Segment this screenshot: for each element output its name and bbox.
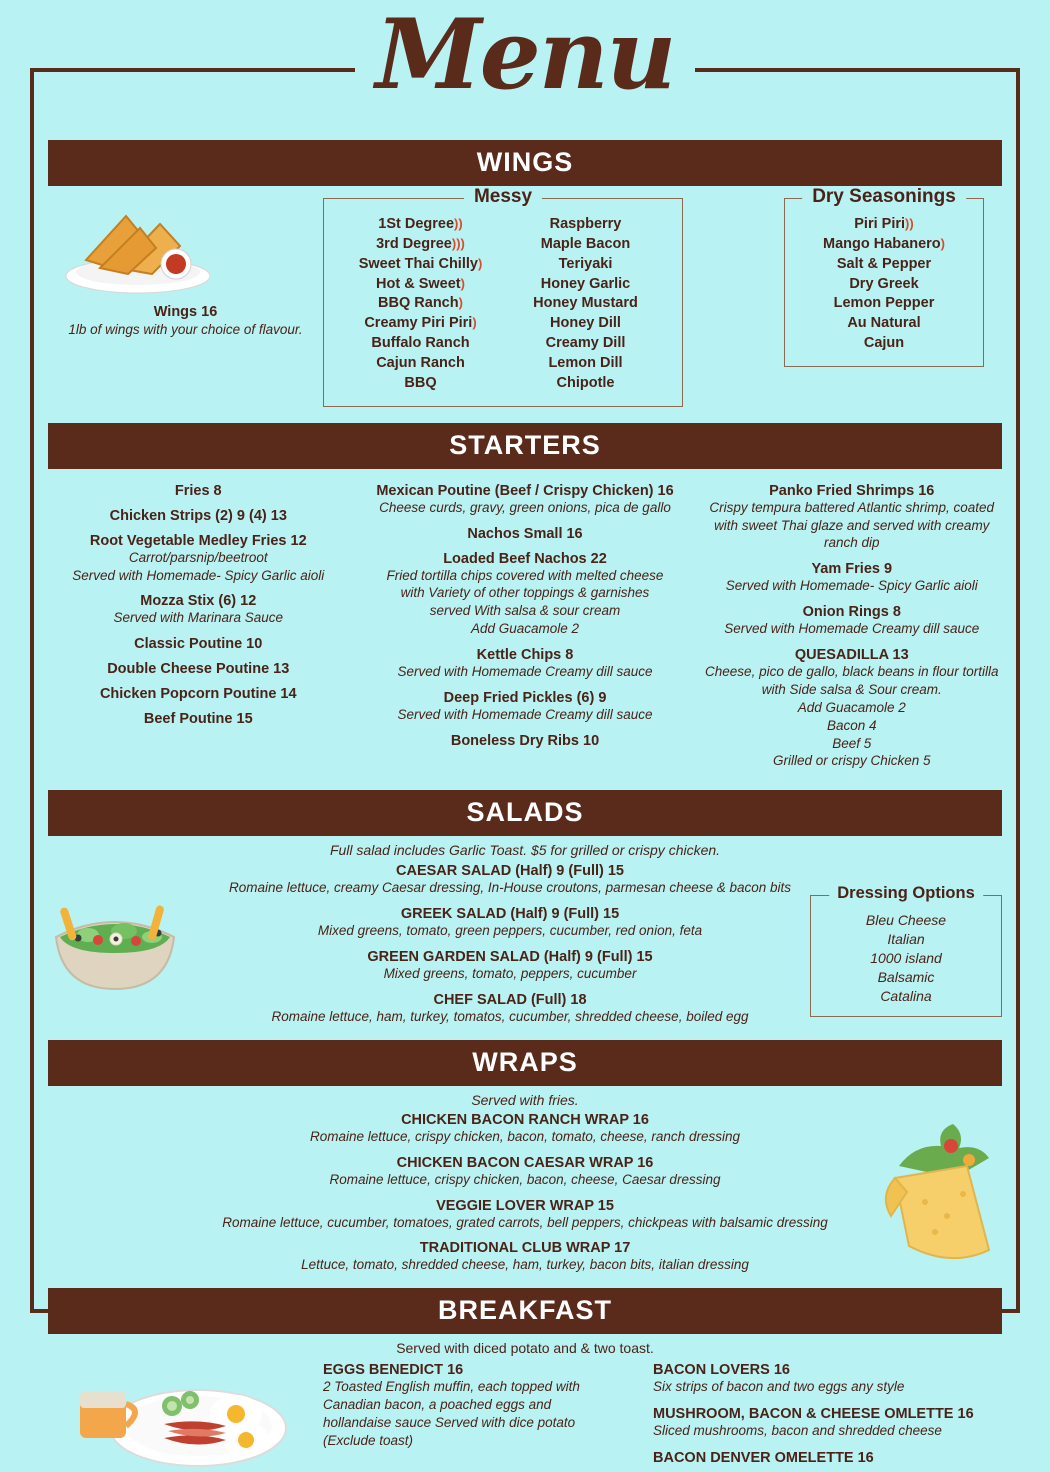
dry-seasoning-item: Piri Piri)) xyxy=(854,216,914,232)
item-description: Sliced mushrooms, bacon and shredded cheese xyxy=(653,1423,942,1439)
dressing-options-list xyxy=(821,911,991,1005)
item-description: 2 Toasted English muffin, each topped with xyxy=(323,1379,580,1395)
menu-item-name: Mexican Poutine (Beef / Crispy Chicken) 16 xyxy=(376,482,674,499)
salads-note: Full salad includes Garlic Toast. $5 for grilled or crispy chicken. xyxy=(329,842,721,859)
menu-item-name: Onion Rings 8 xyxy=(802,604,901,621)
item-description: (Exclude toast) xyxy=(323,1432,414,1448)
item-description: with sweet Thai glaze and served with creamy xyxy=(714,517,990,533)
chicken-wings-icon xyxy=(48,198,323,298)
messy-flavour-item: Honey Mustard xyxy=(533,295,638,312)
item-description: Bacon 4 xyxy=(826,717,877,733)
messy-flavour-item: Raspberry xyxy=(549,216,622,232)
dry-seasonings-box xyxy=(784,186,984,367)
breakfast-column-2 xyxy=(653,1362,983,1472)
menu-item-name: Classic Poutine 10 xyxy=(134,636,263,653)
menu-item-name: GREEN GARDEN SALAD (Half) 9 (Full) 15 xyxy=(367,949,653,966)
dressing-options-box xyxy=(810,884,1002,1016)
messy-flavour-item: Honey Dill xyxy=(550,315,621,332)
heat-level-icon: ) xyxy=(460,275,465,291)
messy-flavour-item: Creamy Dill xyxy=(545,335,626,352)
menu-item-name: Kettle Chips 8 xyxy=(476,647,574,664)
menu-item-name: CAESAR SALAD (Half) 9 (Full) 15 xyxy=(396,863,624,880)
heat-level-icon: )) xyxy=(454,216,463,231)
dressing-options-legend: Dressing Options xyxy=(829,884,983,903)
item-description: Served with Marinara Sauce xyxy=(113,610,284,626)
messy-flavour-item: Maple Bacon xyxy=(540,235,631,252)
section-wraps xyxy=(48,1040,1002,1275)
item-description: Grilled or crispy Chicken 5 xyxy=(772,753,931,769)
heat-level-icon: ) xyxy=(940,235,945,251)
dry-seasoning-item: Lemon Pepper xyxy=(833,295,935,312)
menu-item-name: BACON LOVERS 16 xyxy=(653,1362,790,1379)
menu-item-name: Nachos Small 16 xyxy=(467,525,583,542)
item-description: Fried tortilla chips covered with melted cheese xyxy=(386,567,664,583)
item-description: Romaine lettuce, crispy chicken, bacon, cheese, Caesar dressing xyxy=(329,1171,721,1187)
starters-column-2 xyxy=(375,483,676,771)
section-band-salads: SALADS xyxy=(48,790,1002,836)
page-title: Menu xyxy=(375,0,675,111)
breakfast-note: Served with diced potato and & two toast. xyxy=(396,1340,654,1357)
item-description: Crispy tempura battered Atlantic shrimp, coated xyxy=(709,499,995,515)
dressing-option-item: Balsamic xyxy=(877,969,935,986)
menu-item-name: Yam Fries 9 xyxy=(811,561,893,578)
menu-item-name: MUSHROOM, BACON & CHEESE OMLETTE 16 xyxy=(653,1406,974,1423)
messy-column-1 xyxy=(338,215,503,394)
menu-item-name: Beef Poutine 15 xyxy=(143,711,253,728)
item-description: served With salsa & sour cream xyxy=(429,603,621,619)
item-description: Cheese, pico de gallo, black beans in flour tortilla xyxy=(705,664,999,680)
item-description: Canadian bacon, a poached eggs and xyxy=(323,1397,552,1413)
item-description: Served with Homemade Creamy dill sauce xyxy=(397,706,653,722)
breakfast-column-1 xyxy=(323,1362,653,1472)
dry-seasoning-item: Mango Habanero) xyxy=(823,235,945,252)
menu-content xyxy=(48,140,1002,1472)
menu-item-name: Mozza Stix (6) 12 xyxy=(140,593,257,610)
menu-item-name: Chicken Popcorn Poutine 14 xyxy=(99,686,297,703)
wraps-note: Served with fries. xyxy=(471,1091,579,1108)
item-description: Lettuce, tomato, shredded cheese, ham, turkey, bacon bits, italian dressing xyxy=(301,1257,749,1273)
messy-flavour-item: Hot & Sweet) xyxy=(376,275,465,292)
item-description: Served with Homemade Creamy dill sauce xyxy=(724,621,980,637)
heat-level-icon: )) xyxy=(905,216,914,231)
heat-level-icon: ) xyxy=(458,295,463,311)
messy-flavour-item: Honey Garlic xyxy=(540,275,631,292)
menu-item-name: Double Cheese Poutine 13 xyxy=(107,661,290,678)
dry-seasoning-item: Au Natural xyxy=(847,315,921,332)
salad-bowl-icon xyxy=(28,893,203,998)
messy-flavour-item: Buffalo Ranch xyxy=(371,335,470,352)
section-starters xyxy=(48,423,1002,771)
section-breakfast xyxy=(48,1288,1002,1472)
breakfast-plate-icon xyxy=(68,1362,323,1472)
messy-legend: Messy xyxy=(464,186,542,208)
menu-item-name: Panko Fried Shrimps 16 xyxy=(769,482,935,499)
item-description: Six strips of bacon and two eggs any style xyxy=(653,1379,905,1395)
menu-item-name: TRADITIONAL CLUB WRAP 17 xyxy=(419,1240,631,1257)
item-description: Romaine lettuce, ham, turkey, tomatos, cucumber, shredded cheese, boiled egg xyxy=(271,1008,749,1024)
section-band-wings: WINGS xyxy=(48,140,1002,186)
item-description: Cheese curds, gravy, green onions, pica de gallo xyxy=(379,499,671,515)
item-description: Served with Homemade- Spicy Garlic aioli xyxy=(72,567,325,583)
starters-column-3 xyxy=(702,483,1003,771)
wrap-sandwich-icon xyxy=(847,1118,1002,1268)
item-description: Mixed greens, tomato, peppers, cucumber xyxy=(383,966,637,982)
section-band-starters: STARTERS xyxy=(48,423,1002,469)
dressing-option-item: Catalina xyxy=(880,987,932,1004)
dry-seasoning-item: Salt & Pepper xyxy=(836,255,932,272)
messy-flavour-item: Cajun Ranch xyxy=(376,355,465,372)
menu-item-name: VEGGIE LOVER WRAP 15 xyxy=(436,1197,614,1214)
messy-flavours-box xyxy=(323,186,683,407)
dressing-option-item: Italian xyxy=(887,931,925,948)
dry-seasoning-item: Cajun xyxy=(863,335,905,352)
dressing-option-item: 1000 island xyxy=(870,950,942,967)
heat-level-icon: ) xyxy=(472,315,477,331)
menu-item-name: EGGS BENEDICT 16 xyxy=(323,1362,464,1379)
messy-flavour-item: Teriyaki xyxy=(558,255,613,272)
dry-seasoning-item: Dry Greek xyxy=(849,275,919,292)
dry-seasonings-list xyxy=(799,215,969,354)
item-description: Mixed greens, tomato, green peppers, cucumber, red onion, feta xyxy=(317,923,703,939)
menu-item-name: Root Vegetable Medley Fries 12 xyxy=(89,532,307,549)
menu-item-name: Deep Fried Pickles (6) 9 xyxy=(443,689,607,706)
item-description: Romaine lettuce, cucumber, tomatoes, grated carrots, bell peppers, chickpeas with balsamic dressing xyxy=(222,1214,828,1230)
messy-flavour-item: Creamy Piri Piri) xyxy=(364,315,477,332)
messy-flavour-item: Sweet Thai Chilly) xyxy=(358,255,483,272)
dry-seasonings-legend: Dry Seasonings xyxy=(802,186,966,208)
menu-item-name: CHICKEN BACON CAESAR WRAP 16 xyxy=(396,1154,654,1171)
menu-item-name: CHEF SALAD (Full) 18 xyxy=(433,991,587,1008)
messy-flavour-item: Lemon Dill xyxy=(548,355,623,372)
item-description: hollandaise sauce Served with dice potato xyxy=(323,1415,576,1431)
item-description: Add Guacamole 2 xyxy=(470,621,580,637)
menu-item-name: Fries 8 xyxy=(174,482,222,499)
menu-item-name: GREEK SALAD (Half) 9 (Full) 15 xyxy=(400,906,620,923)
heat-level-icon: ) xyxy=(477,255,483,271)
menu-item-name: Chicken Strips (2) 9 (4) 13 xyxy=(109,507,287,524)
section-band-breakfast: BREAKFAST xyxy=(48,1288,1002,1334)
starters-column-1 xyxy=(48,483,349,771)
messy-flavour-item: Chipotle xyxy=(556,374,615,391)
item-description: ranch dip xyxy=(823,535,880,551)
menu-item-name: Boneless Dry Ribs 10 xyxy=(450,732,600,749)
item-description: Served with Homemade Creamy dill sauce xyxy=(397,664,653,680)
messy-flavour-item: 3rd Degree))) xyxy=(376,235,465,252)
heat-level-icon: ))) xyxy=(451,235,465,251)
section-wings xyxy=(48,140,1002,407)
wings-price-label: Wings 16 xyxy=(153,304,218,320)
item-description: Beef 5 xyxy=(832,735,872,751)
menu-item-name: Loaded Beef Nachos 22 xyxy=(443,550,607,567)
item-description: Romaine lettuce, crispy chicken, bacon, tomato, cheese, ranch dressing xyxy=(310,1128,740,1144)
section-salads xyxy=(48,790,1002,1026)
section-band-wraps: WRAPS xyxy=(48,1040,1002,1086)
item-description: Romaine lettuce, creamy Caesar dressing, In-House croutons, parmesan cheese & bacon bits xyxy=(228,880,792,896)
item-description: Carrot/parsnip/beetroot xyxy=(128,549,268,565)
wings-description: 1lb of wings with your choice of flavour. xyxy=(68,322,303,337)
menu-item-name: BACON DENVER OMELETTE 16 xyxy=(653,1450,874,1467)
item-description: with Side salsa & Sour cream. xyxy=(761,681,942,697)
item-description: Served with Homemade- Spicy Garlic aioli xyxy=(725,578,978,594)
messy-flavour-item: BBQ Ranch) xyxy=(378,295,463,312)
dressing-option-item: Bleu Cheese xyxy=(865,912,947,929)
messy-flavour-item: BBQ xyxy=(404,374,437,391)
menu-item-name: QUESADILLA 13 xyxy=(794,647,909,664)
menu-item-name: CHICKEN BACON RANCH WRAP 16 xyxy=(401,1111,649,1128)
messy-flavour-item: 1St Degree)) xyxy=(378,216,463,232)
wings-left xyxy=(48,198,323,339)
item-description: Add Guacamole 2 xyxy=(797,699,906,715)
messy-column-2 xyxy=(503,215,668,394)
item-description: with Variety of other toppings & garnishes xyxy=(400,585,650,601)
